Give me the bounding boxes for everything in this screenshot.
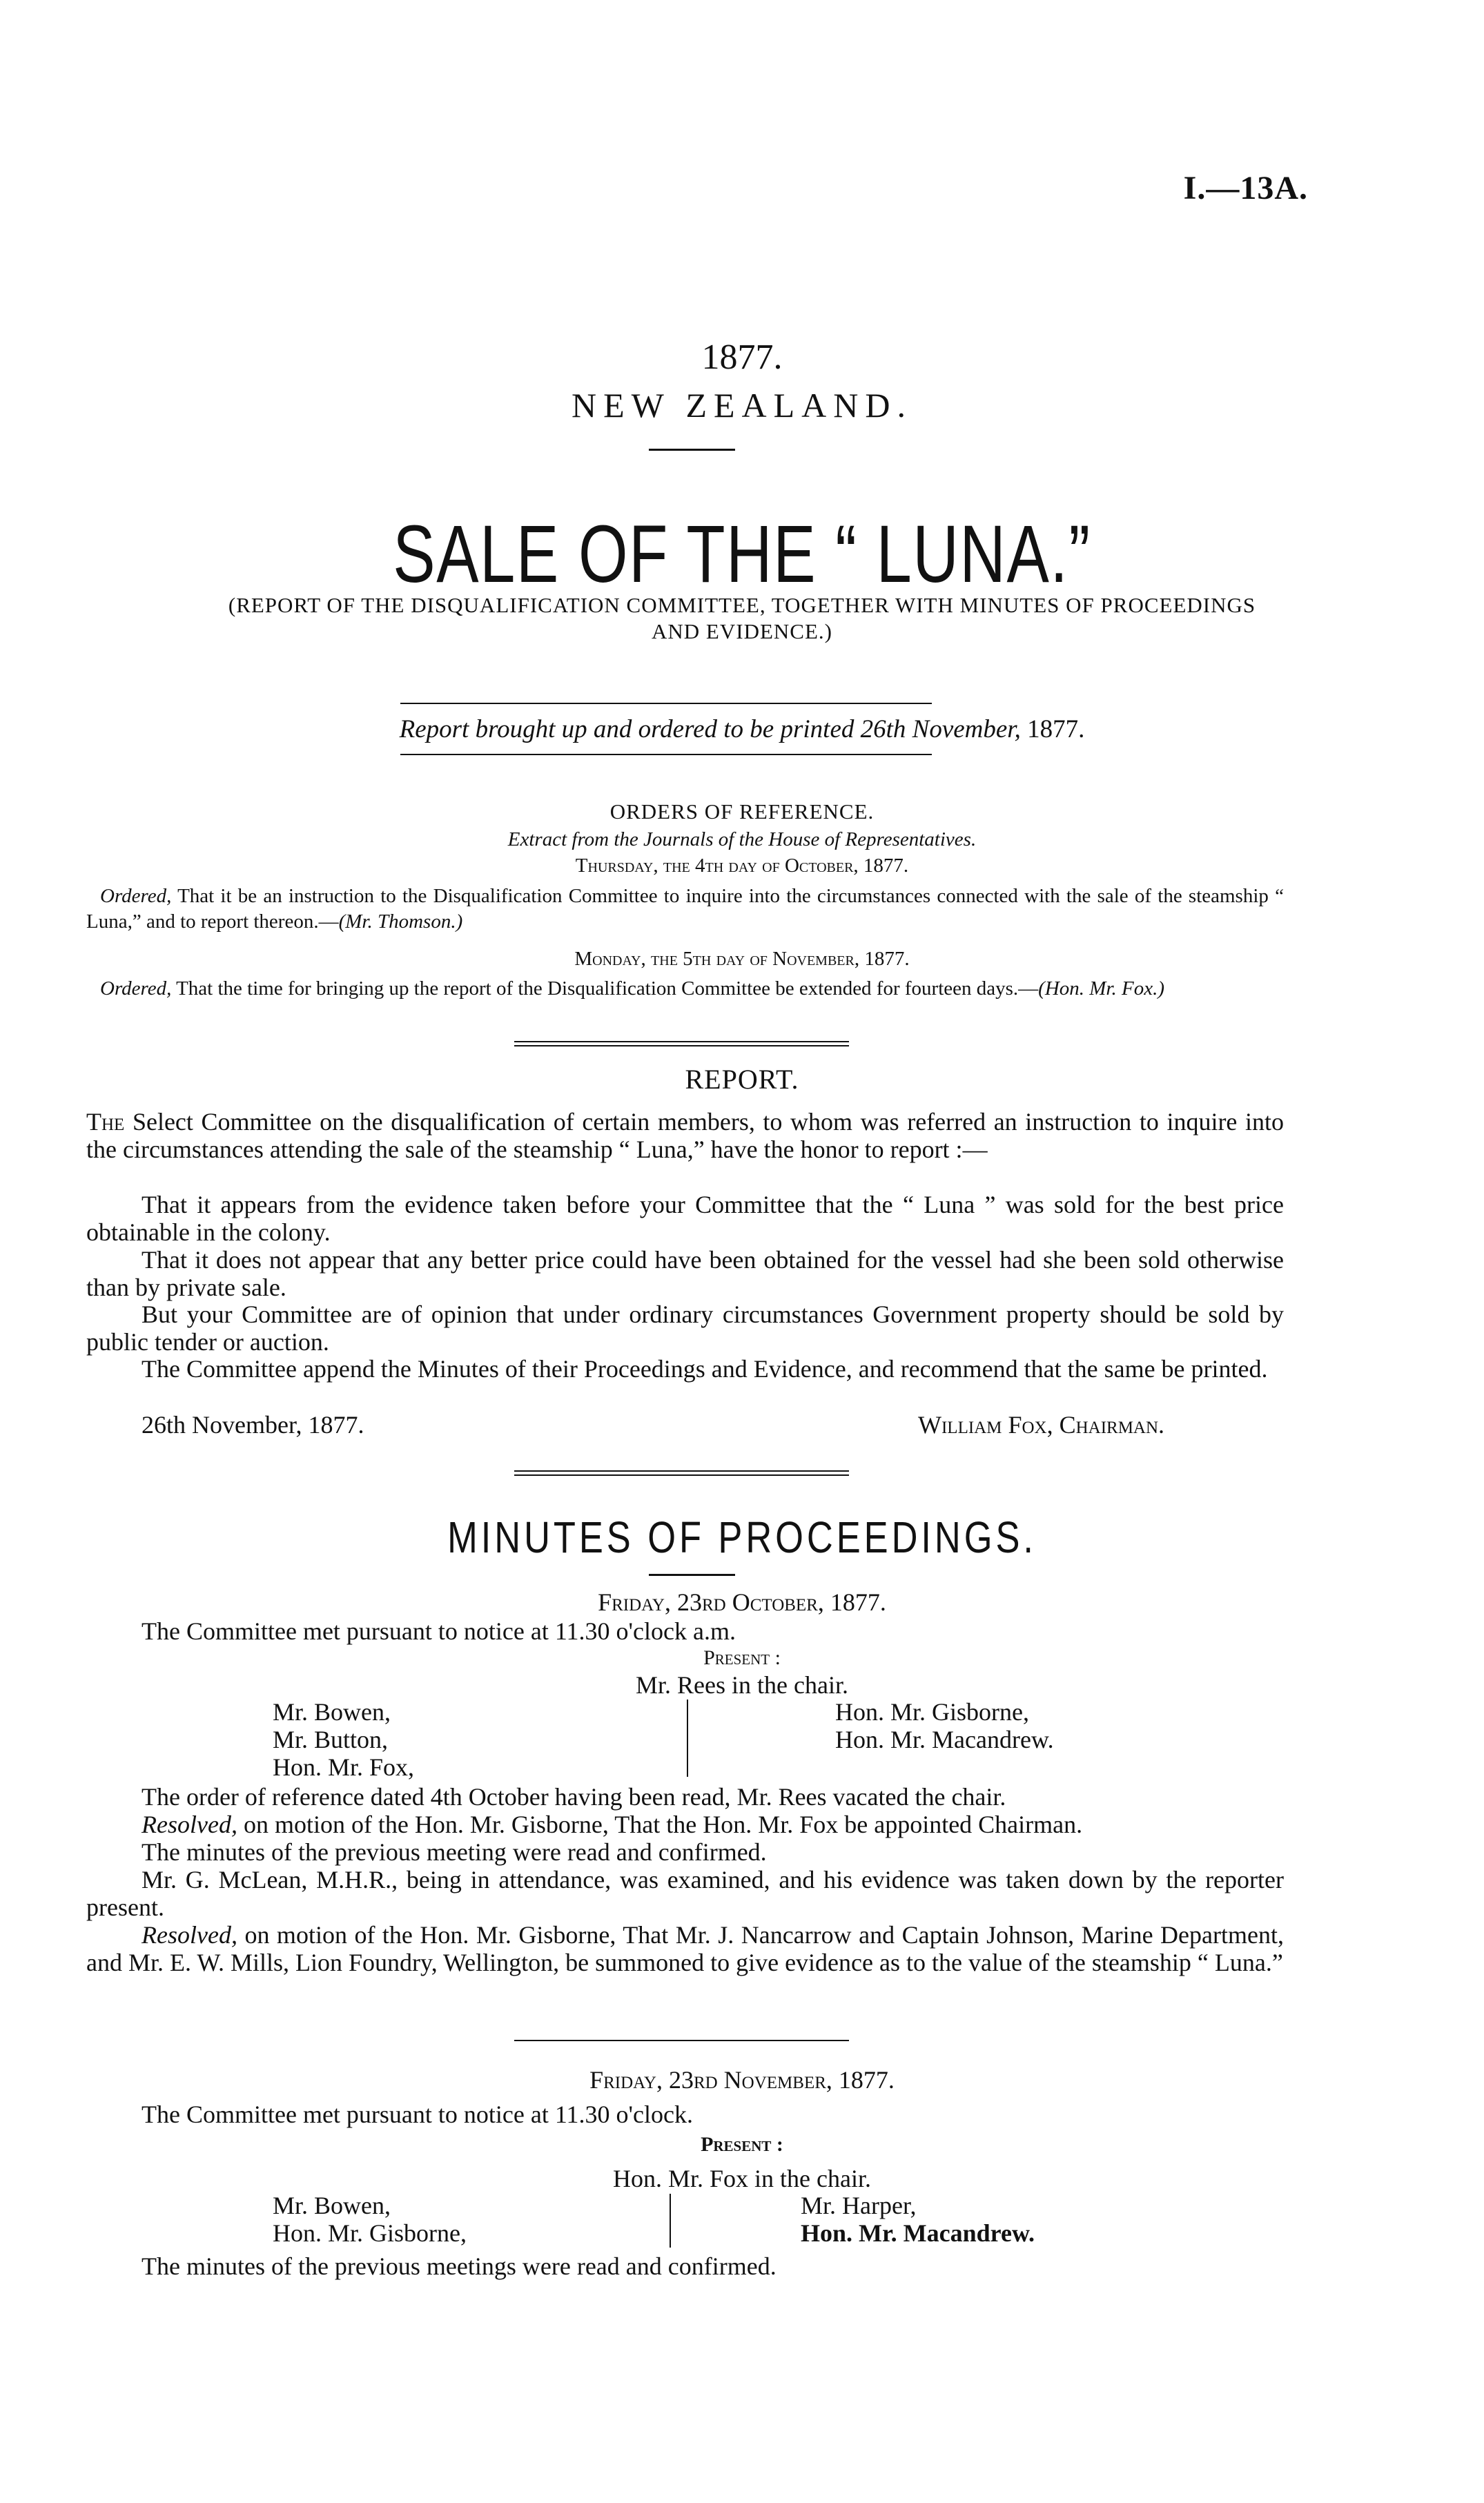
orders-double-rule [514, 1041, 849, 1046]
report-intro-lead: The [86, 1108, 125, 1136]
meeting-2-date: Friday, 23rd November, 1877. [589, 2066, 895, 2094]
meeting-2-members-divider [670, 2194, 671, 2248]
order-2-mover: (Hon. Mr. Fox.) [1038, 977, 1164, 1000]
country-heading: NEW ZEALAND. [572, 386, 912, 425]
order-1 [86, 884, 1284, 935]
brought-up-year: 1877. [1027, 715, 1085, 743]
brought-up-text: Report brought up and ordered to be printed 26th November, [399, 715, 1021, 743]
member-gisborne: Hon. Mr. Gisborne, [835, 1698, 1029, 1726]
meeting-1-left-members [273, 1698, 414, 1781]
order-2-text: That the time for bringing up the report of the Disqualification Committee be extended for fourteen days.— [176, 977, 1039, 1000]
meeting-1-resolved-1: Resolved, [141, 1811, 237, 1838]
title-rule [649, 449, 735, 451]
orders-date-2: Monday, the 5th day of November, 1877. [574, 948, 910, 970]
member-macandrew-2: Hon. Mr. Macandrew. [801, 2219, 1035, 2247]
order-1-lead: Ordered, [100, 885, 172, 907]
brought-up-line [0, 714, 1484, 744]
member-gisborne-2: Hon. Mr. Gisborne, [273, 2219, 467, 2247]
orders-heading: ORDERS OF REFERENCE. [609, 799, 875, 824]
meeting-2-right-members [801, 2192, 1035, 2247]
meeting-1-met: The Committee met pursuant to notice at 11.30 o'clock a.m. [141, 1617, 736, 1645]
minutes-heading: MINUTES OF PROCEEDINGS. [447, 1512, 1037, 1562]
meeting-1-paragraph-5 [86, 1921, 1284, 1976]
report-double-rule [514, 1470, 849, 1476]
meeting-1-paragraph-1: The order of reference dated 4th October having been read, Mr. Rees vacated the chair. [141, 1783, 1006, 1811]
meeting-2-met: The Committee met pursuant to notice at 11.30 o'clock. [141, 2101, 693, 2128]
member-fox: Hon. Mr. Fox, [273, 1753, 415, 1781]
report-date: 26th November, 1877. [141, 1411, 364, 1439]
meeting-1-paragraph-4: Mr. G. McLean, M.H.R., being in attendance, was examined, and his evidence was taken down by the reporter present. [86, 1866, 1284, 1921]
meeting-1-right-members [835, 1698, 1054, 1753]
member-bowen-2: Mr. Bowen, [273, 2192, 391, 2219]
meeting-2-chair: Hon. Mr. Fox in the chair. [613, 2165, 871, 2192]
member-button: Mr. Button, [273, 1726, 389, 1753]
report-paragraph-3: But your Committee are of opinion that under ordinary circumstances Government property should be sold by public tender or auction. [86, 1301, 1284, 1356]
document-subtitle [0, 592, 1484, 645]
report-heading: REPORT. [685, 1064, 799, 1095]
brought-up-rule-top [400, 703, 932, 704]
report-paragraph-4: The Committee append the Minutes of their Proceedings and Evidence, and recommend that the same be printed. [141, 1355, 1268, 1383]
meeting-separator-rule [514, 2040, 849, 2041]
meeting-1-date: Friday, 23rd October, 1877. [598, 1588, 886, 1616]
document-title: SALE OF THE “ LUNA.” [393, 509, 1091, 600]
document-year: 1877. [701, 338, 783, 377]
meeting-1-chair: Mr. Rees in the chair. [636, 1671, 848, 1699]
meeting-2-paragraph-1: The minutes of the previous meetings were read and confirmed. [141, 2252, 777, 2280]
member-bowen: Mr. Bowen, [273, 1698, 391, 1726]
report-intro-text: Select Committee on the disqualification of certain members, to whom was referred an instruction to inquire into the circumstances attending the sale of the steamship “ Luna,” have the honor to report :— [86, 1108, 1285, 1163]
meeting-2-left-members [273, 2192, 467, 2247]
order-1-mover: (Mr. Thomson.) [338, 910, 463, 933]
meeting-2-present-label: Present : [701, 2133, 783, 2156]
subtitle-line-2: AND EVIDENCE.) [652, 619, 832, 643]
report-signature: William Fox, Chairman. [918, 1411, 1165, 1439]
meeting-1-members-divider [687, 1699, 688, 1777]
report-paragraph-2: That it does not appear that any better price could have been obtained for the vessel had she been sold otherwise than by private sale. [86, 1246, 1284, 1301]
orders-extract: Extract from the Journals of the House of Representatives. [507, 828, 977, 850]
meeting-1-paragraph-2 [86, 1811, 1284, 1838]
orders-date-1: Thursday, the 4th day of October, 1877. [575, 855, 909, 877]
meeting-1-resolved-2: Resolved, [141, 1921, 237, 1949]
order-2 [86, 976, 1284, 1002]
order-1-text: That it be an instruction to the Disqualification Committee to inquire into the circumstances connected with the sale of the steamship “ Luna,” and to report thereon.— [86, 885, 1284, 933]
member-macandrew: Hon. Mr. Macandrew. [835, 1726, 1054, 1753]
subtitle-line-1: (REPORT OF THE DISQUALIFICATION COMMITTEE, TOGETHER WITH MINUTES OF PROCEEDINGS [228, 593, 1256, 617]
order-2-lead: Ordered, [100, 977, 172, 1000]
meeting-1-resolved-1-text: on motion of the Hon. Mr. Gisborne, That the Hon. Mr. Fox be appointed Chairman. [243, 1811, 1083, 1838]
brought-up-rule-bottom [400, 754, 932, 755]
meeting-1-present-label: Present : [703, 1646, 781, 1669]
minutes-rule [649, 1574, 735, 1576]
document-reference: I.—13A. [1183, 170, 1308, 206]
meeting-1-paragraph-3: The minutes of the previous meeting were read and confirmed. [141, 1838, 767, 1866]
report-paragraph-1: That it appears from the evidence taken before your Committee that the “ Luna ” was sold for the best price obtainable in the colony. [86, 1191, 1284, 1246]
report-intro [86, 1108, 1284, 1163]
meeting-1-resolved-2-text: on motion of the Hon. Mr. Gisborne, That Mr. J. Nancarrow and Captain Johnson, Marine Department, and Mr. E. W. Mills, Lion Foundry, Wellington, be summoned to give evidence as to the value of the steamship “ Luna.” [86, 1921, 1284, 1976]
member-harper: Mr. Harper, [801, 2192, 917, 2219]
